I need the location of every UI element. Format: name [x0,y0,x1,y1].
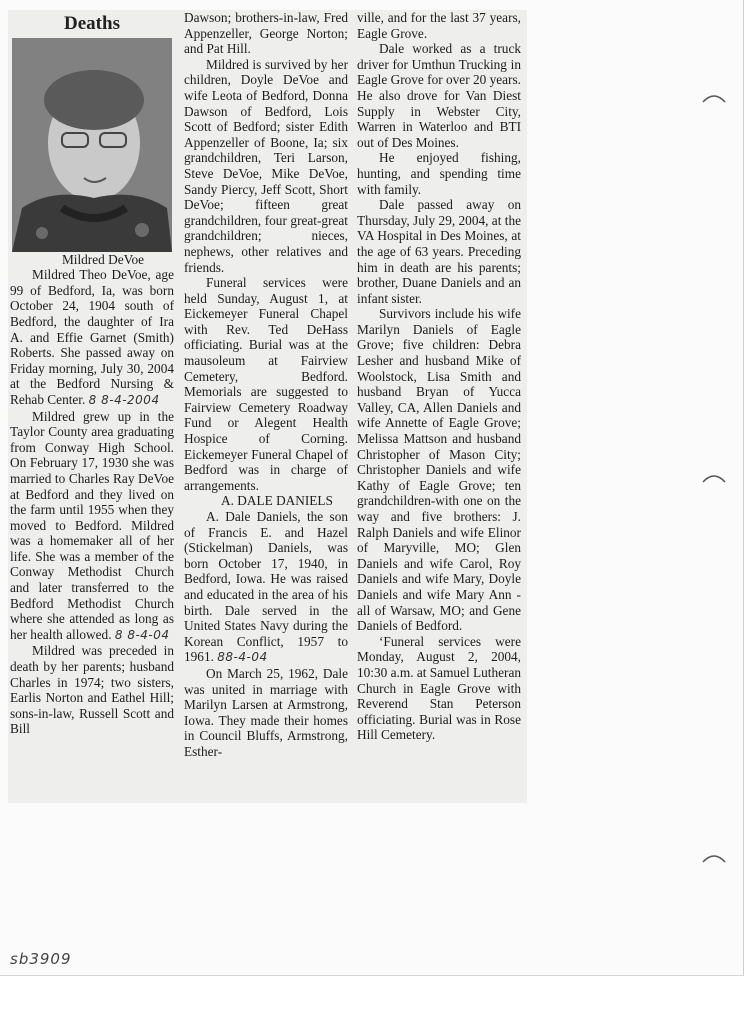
obituary-paragraph: ‘Funeral services were Monday, August 2, 2004, 10:30 a.m. at Samuel Lutheran Church in Eagle Grove with Reverend Stan Peterson officiating. Burial was in Rose Hill Cemetery. [357,633,521,743]
binder-hole-mark [699,468,729,498]
binder-hole-mark [699,88,729,118]
obituary-paragraph: Dale passed away on Thursday, July 29, 2004, at the VA Hospital in Des Moines, at the age of 63 years. Preceding him in death are his parents; brother, Duane Daniels and an infant sister. [357,197,521,306]
column-3 [357,10,521,743]
obituary-paragraph: ville, and for the last 37 years, Eagle Grove. [357,10,521,41]
portrait-photo [12,38,172,252]
handwritten-margin-note: sb3909 [10,950,72,968]
portrait-image [12,38,172,252]
obituary-paragraph: On March 25, 1962, Dale was united in marriage with Marilyn Larsen at Armstrong, Iowa. They made their homes in Council Bluffs, Armstrong, Esther- [184,665,348,759]
obituary-heading: A. DALE DANIELS [221,493,333,509]
obituary-paragraph: Mildred Theo DeVoe, age 99 of Bedford, Ia, was born October 24, 1904 south of Bedford, the daughter of Ira A. and Effie Garnet (Smith) Roberts. She passed away on Friday morning, July 30, 2004 at the Bedford Nursing & Rehab Center. 8 8-4-2004 [10,267,174,407]
obituary-paragraph: Dawson; brothers-in-law, Fred Appenzeller, George Norton; and Pat Hill. [184,10,348,57]
obituary-paragraph: Dale worked as a truck driver for Umthun Trucking in Eagle Grove for over 20 years. He also drove for Van Diest Supply in Webster City, Warren in Waterloo and BTI out of Des Moines. [357,41,521,150]
newspaper-clipping [8,10,527,803]
handwritten-date: 8 8-4-2004 [88,392,160,407]
obituary-paragraph: Mildred grew up in the Taylor County area graduating from Conway High School. On February 17, 1930 she was married to Charles Ray DeVoe at Bedford and they lived on the farm until 1955 when they moved to Bedford. Mildred was a homemaker all of her life. She was a member of the Conway Methodist Church and later transferred to the Bedford Methodist Church where she attended as long as her health allowed. 8 8-4-04 [10,408,174,642]
handwritten-date: 88-4-04 [217,650,268,665]
section-title: Deaths [64,13,120,34]
binder-hole-mark [699,848,729,878]
photo-caption: Mildred DeVoe [61,251,145,267]
handwritten-date: 8 8-4-04 [114,627,170,642]
obituary-paragraph: Survivors include his wife Marilyn Daniels of Eagle Grove; five children: Debra Lesher and husband Mike of Woolstock, Lisa Smith and husband Bryan of Yucca Valley, CA, Allen Daniels and wife Annette of Eagle Grove; Melissa Mattson and husband Christopher of Mason City; Christopher Daniels and wife Kathy of Eagle Grove; ten grandchildren-with one on the way and five brothers: J. Ralph Daniels and wife Elinor of Maryville, MO; Glen Daniels and wife Carol, Roy Daniels and wife Mary, Doyle Daniels and wife Mary Ann - all of Warsaw, MO; and Gene Daniels of Bedford. [357,306,521,634]
column-1 [10,10,174,737]
obituary-paragraph: A. Dale Daniels, the son of Francis E. and Hazel (Stickelman) Daniels, was born October 17, 1940, in Bedford, Iowa. He was raised and educated in the area of his birth. Dale served in the United States Navy during the Korean Conflict, 1957 to 1961. 88-4-04 [184,509,348,665]
obituary-paragraph: Mildred is survived by her children, Doyle DeVoe and wife Leota of Bedford, Donna Dawson of Bedford, Lois Scott of Bedford; sister Edith Appenzeller of Boone, Ia; six grandchildren, Teri Larson, Steve DeVoe, Mike DeVoe, Sandy Piercy, Jeff Scott, Short DeVoe; fifteen great grandchildren, four great-great grandchildren; nieces, nephews, other relatives and friends. [184,56,348,275]
column-2 [184,10,348,760]
obituary-paragraph: He enjoyed fishing, hunting, and spending time with family. [357,150,521,197]
obituary-paragraph: Funeral services were held Sunday, August 1, at Eickemeyer Funeral Chapel with Rev. Ted DeHass officiating. Burial was at the mausoleum at Fairview Cemetery, Bedford. Memorials are suggested to Fairview Cemetery Roadway Fund or Alegent Health Hospice of Corning. Eickemeyer Funeral Chapel of Bedford was in charge of arrangements. [184,275,348,493]
obituary-paragraph: Mildred was preceded in death by her parents; husband Charles in 1974; two sisters, Earlis Norton and Eathel Hill; sons-in-law, Russell Scott and Bill [10,643,174,737]
